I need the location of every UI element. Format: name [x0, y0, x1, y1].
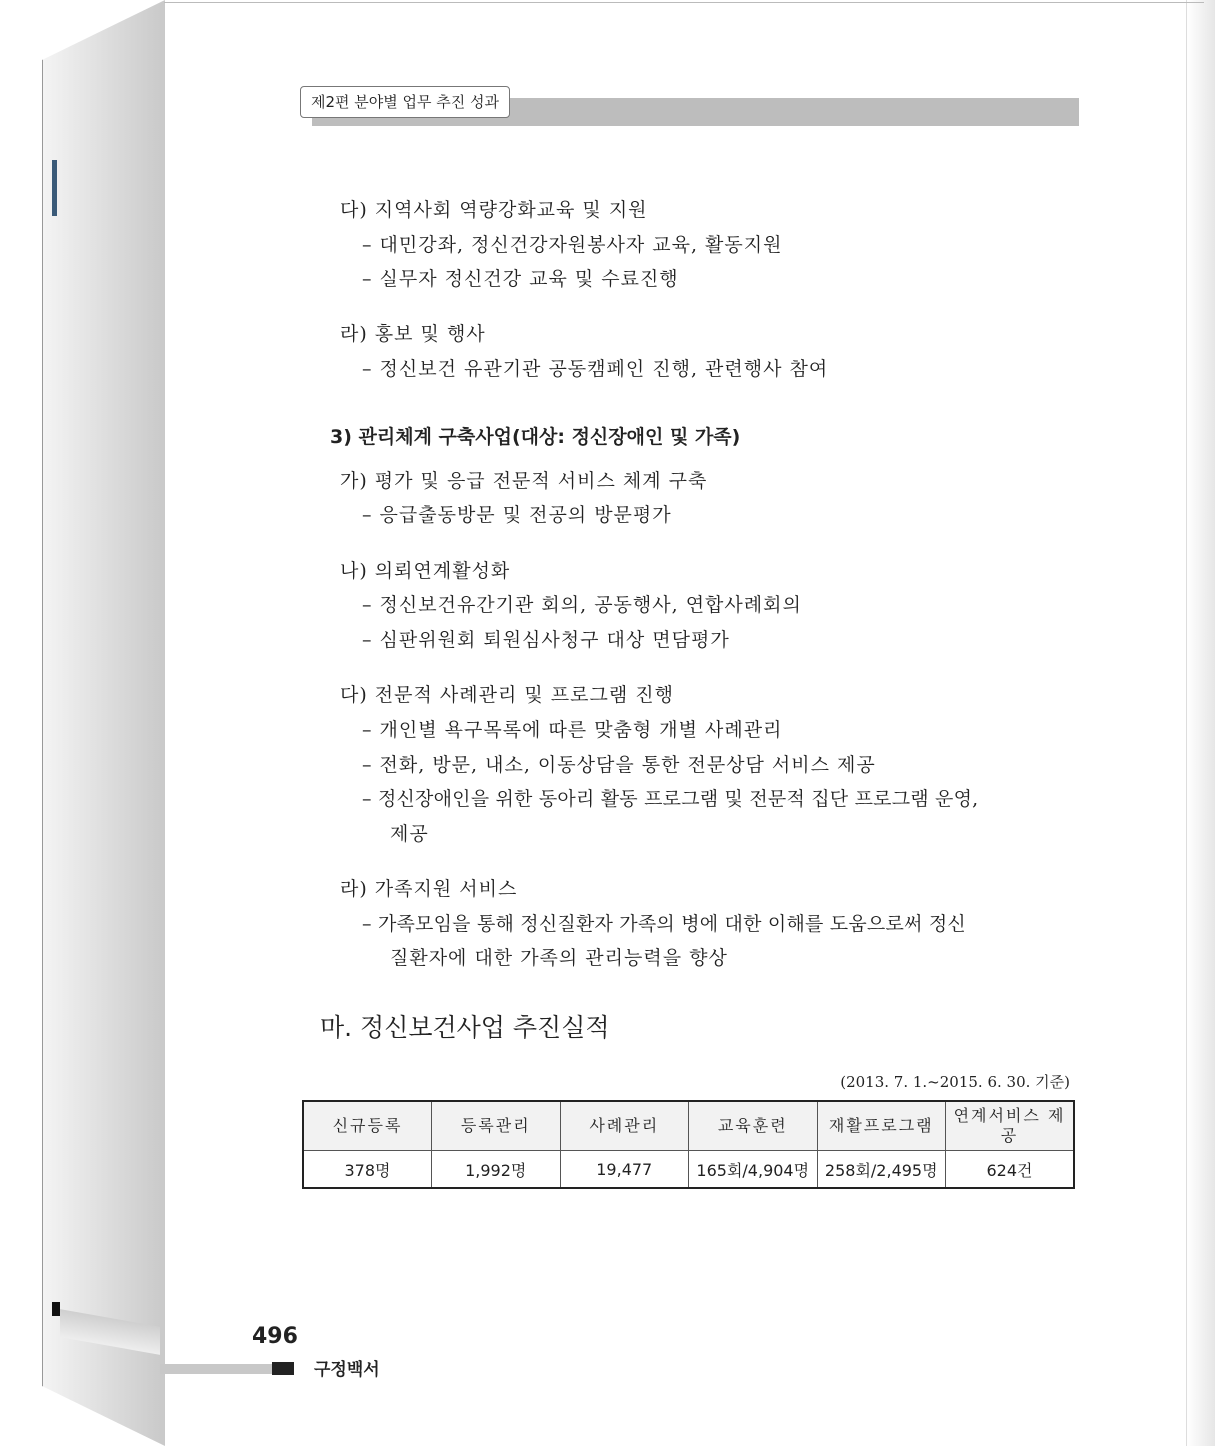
bullet-item: – 응급출동방문 및 전공의 방문평가: [362, 504, 672, 526]
subsection-heading: 다) 지역사회 역량강화교육 및 지원: [340, 199, 648, 221]
bullet-item: – 개인별 욕구목록에 따른 맞춤형 개별 사례관리: [362, 719, 783, 741]
bullet-item: – 정신보건 유관기관 공동캠페인 진행, 관련행사 참여: [362, 358, 829, 380]
bullet-item: – 정신보건유간기관 회의, 공동행사, 연합사례회의: [362, 594, 802, 616]
bullet-item: – 정신장애인을 위한 동아리 활동 프로그램 및 전문적 집단 프로그램 운영,: [362, 788, 979, 810]
table-row: [303, 1151, 1074, 1189]
page-number: 496: [252, 1324, 298, 1349]
column-header: 재활프로그램: [817, 1101, 946, 1151]
footer-bar: [160, 1364, 272, 1374]
bullet-item: – 실무자 정신건강 교육 및 수료진행: [362, 268, 679, 290]
footer-marker: [272, 1362, 294, 1375]
bullet-item: – 가족모임을 통해 정신질환자 가족의 병에 대한 이해를 도움으로써 정신: [362, 913, 966, 935]
book-title: 구정백서: [314, 1360, 380, 1380]
subsection-heading: 다) 전문적 사례관리 및 프로그램 진행: [340, 684, 674, 706]
bullet-item: – 대민강좌, 정신건강자원봉사자 교육, 활동지원: [362, 234, 783, 256]
bullet-continuation: 질환자에 대한 가족의 관리능력을 향상: [390, 947, 728, 969]
table-cell: 258회/2,495명: [817, 1151, 946, 1189]
column-header: 등록관리: [432, 1101, 561, 1151]
table-cell: 165회/4,904명: [689, 1151, 818, 1189]
subsection-heading: 나) 의뢰연계활성화: [340, 560, 511, 582]
reference-period: (2013. 7. 1.~2015. 6. 30. 기준): [840, 1073, 1070, 1091]
chapter-header-tab: 제2편 분야별 업무 추진 성과: [300, 86, 510, 118]
performance-table: [302, 1100, 1075, 1189]
column-header: 사례관리: [560, 1101, 689, 1151]
section-heading: 3) 관리체계 구축사업(대상: 정신장애인 및 가족): [330, 426, 741, 448]
table-cell: 1,992명: [432, 1151, 561, 1189]
table-header-row: [303, 1101, 1074, 1151]
table-cell: 624건: [946, 1151, 1075, 1189]
subsection-heading: 가) 평가 및 응급 전문적 서비스 체계 구축: [340, 470, 708, 492]
subsection-heading: 라) 가족지원 서비스: [340, 878, 518, 900]
table-cell: 19,477: [560, 1151, 689, 1189]
column-header: 연계서비스 제공: [946, 1101, 1075, 1151]
column-header: 신규등록: [303, 1101, 432, 1151]
bullet-continuation: 제공: [390, 823, 429, 845]
subsection-heading: 라) 홍보 및 행사: [340, 323, 486, 345]
bullet-item: – 심판위원회 퇴원심사청구 대상 면담평가: [362, 629, 730, 651]
table-cell: 378명: [303, 1151, 432, 1189]
section-title: 마. 정신보건사업 추진실적: [320, 1013, 610, 1042]
bullet-item: – 전화, 방문, 내소, 이동상담을 통한 전문상담 서비스 제공: [362, 754, 876, 776]
column-header: 교육훈련: [689, 1101, 818, 1151]
